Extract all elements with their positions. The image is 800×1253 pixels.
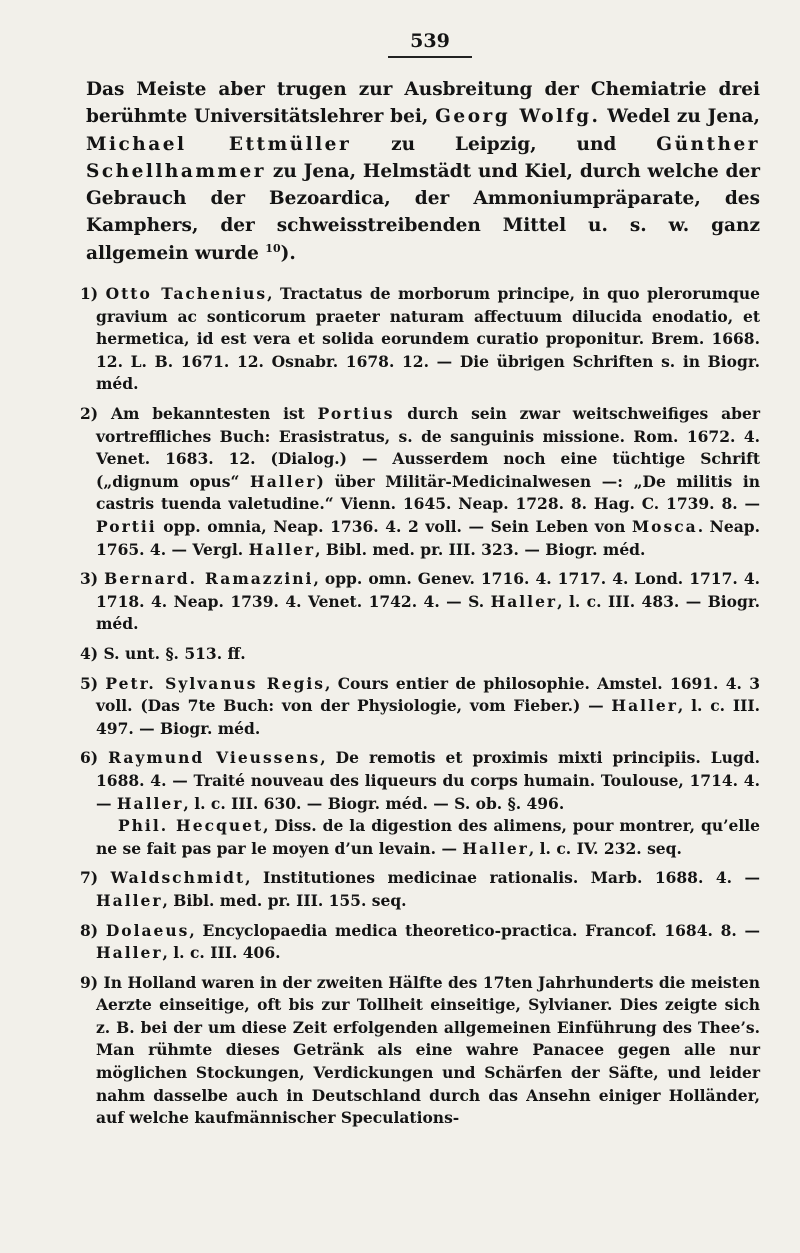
person-name: Michael Ettmüller xyxy=(86,133,352,155)
person-name: Portii xyxy=(96,517,157,537)
footnote-number: 9) xyxy=(80,972,99,992)
footnote-6 xyxy=(80,747,760,860)
text-run: In Holland waren in der zweiten Hälfte des 17ten Jahrhunderts die meisten Aerzte einseitige, oft bis zur Tollheit einseitige, Sylvianer. Dies zeigte sich z. B. bei der um diese Zeit erfolgenden allgemeinen Einführung des Thee’s. Man rühmte dieses Getränk als eine wahre Panacee gegen alle nur möglichen Stockungen, Verdickungen und Schärfen der Säfte, und leider nahm dasselbe auch in Deutschland durch das Ansehn einiger Holländer, auf welche kaufmännischer Speculations- xyxy=(96,972,760,1128)
person-name: Petr. Sylvanus Regis xyxy=(105,673,326,693)
footnote-8 xyxy=(80,920,760,965)
footnote-3 xyxy=(80,568,760,636)
footnote-number: 6) xyxy=(80,748,99,768)
text-run: Das Meiste aber trugen zur Ausbreitung der Chemiatrie drei berühmte Universitätslehrer bei, xyxy=(86,79,760,128)
footnote-1 xyxy=(80,283,760,396)
text-run: , l. c. III. 630. — Biogr. méd. — S. ob. §. 496. xyxy=(183,793,565,813)
person-name: Raymund Vieussens xyxy=(108,748,321,768)
text-run: ) über Militär-Medicinalwesen —: „De militis in castris tuenda valetudine.“ Vienn. 1645. Neap. 1728. 8. Hag. C. 1739. 8. — xyxy=(96,471,760,514)
footnote-ref: 10 xyxy=(265,241,281,255)
footnote-7 xyxy=(80,867,760,912)
person-name: Haller xyxy=(248,539,316,559)
text-run: , Bibl. med. pr. III. 323. — Biogr. méd. xyxy=(315,539,646,559)
header-rule xyxy=(388,56,472,58)
text-run: ). xyxy=(280,242,296,264)
footnote-number: 8) xyxy=(80,920,99,940)
text-run: Am bekanntesten ist xyxy=(110,404,318,424)
person-name: Waldschmidt xyxy=(110,868,246,888)
person-name: Haller xyxy=(116,793,184,813)
person-name: Portius xyxy=(317,404,395,424)
footnote-6-continuation xyxy=(96,815,760,860)
text-run: S. unt. §. 513. ff. xyxy=(103,643,246,663)
text-run: , Bibl. med. pr. III. 155. seq. xyxy=(162,890,407,910)
person-name: Haller xyxy=(250,471,317,491)
footnote-number: 1) xyxy=(80,284,99,304)
footnote-4 xyxy=(80,643,760,666)
main-text xyxy=(86,76,760,267)
person-name: Haller xyxy=(96,890,163,910)
person-name: Haller xyxy=(462,838,529,858)
person-name: Dolaeus xyxy=(105,920,190,940)
text-run: Wedel zu Jena, xyxy=(600,106,760,128)
footnote-number: 5) xyxy=(80,673,99,693)
person-name: Haller xyxy=(490,591,558,611)
text-run: , opp. omn. Genev. 1716. 4. 1717. 4. Lond. 1717. 4. 1718. 4. Neap. 1739. 4. Venet. 1742. 4. — S. xyxy=(96,569,760,611)
text-run: opp. omnia, Neap. 1736. 4. 2 voll. — Sein Leben von xyxy=(156,517,632,537)
text-run: zu Jena, Helmstädt und Kiel, durch welche der Gebrauch der Bezoardica, der Ammoniumpräparate, des Kamphers, der schweisstreibenden Mittel u. s. w. ganz allgemein wurde xyxy=(86,160,760,264)
text-run: , l. c. III. 406. xyxy=(162,943,281,963)
footnote-number: 7) xyxy=(80,868,99,888)
footnote-number: 4) xyxy=(80,643,99,663)
text-run: , Institutiones medicinae rationalis. Marb. 1688. 4. — xyxy=(245,868,760,888)
person-name: Haller xyxy=(96,943,163,963)
footnote-number: 2) xyxy=(80,404,99,424)
footnote-9 xyxy=(80,972,760,1130)
text-run: durch sein zwar weitschweifiges aber vortreffliches Buch: Erasistratus, s. de sanguinis missione. Rom. 1672. 4. Venet. 1683. 12. (Dialog.) — Ausserdem noch eine tüchtige Schrift („dignum opus“ xyxy=(96,404,761,491)
text-run: , Cours entier de philosophie. Amstel. 1691. 4. 3 voll. (Das 7te Buch: von der Physiologie, vom Fieber.) — xyxy=(96,673,760,716)
text-run: , De remotis et proximis mixti principiis. Lugd. 1688. 4. — Traité nouveau des liqueurs du corps humain. Toulouse, 1714. 4. — xyxy=(96,748,760,813)
text-run: , Tractatus de morborum principe, in quo plerorumque gravium ac sonticorum praeter naturam affectuum dilucida enodatio, et hermetica, id est vera et solida eorundem curatio proponitur. Brem. 1668. 12. L. B. 1671. 12. Osnabr. 1678. 12. — Die übrigen Schriften s. in Biogr. méd. xyxy=(96,284,760,394)
text-run: zu Leipzig, und xyxy=(351,133,657,155)
person-name: Phil. Hecquet xyxy=(118,816,264,836)
text-run: , Encyclopaedia medica theoretico-practica. Francof. 1684. 8. — xyxy=(189,920,760,940)
person-name: Otto Tachenius xyxy=(105,284,268,304)
footnote-5 xyxy=(80,673,760,741)
main-paragraph xyxy=(86,76,760,267)
text-run: . Neap. 1765. 4. — Vergl. xyxy=(96,517,760,559)
footnote-number: 3) xyxy=(80,569,99,589)
text-run: , l. c. IV. 232. seq. xyxy=(528,838,682,858)
text-run: , l. c. III. 497. — Biogr. méd. xyxy=(96,696,760,738)
person-name: Haller xyxy=(611,696,678,716)
person-name: Bernard. Ramazzini xyxy=(104,569,314,589)
person-name: Georg Wolfg. xyxy=(435,106,601,128)
text-run: , l. c. III. 483. — Biogr. méd. xyxy=(96,591,760,634)
person-name: Günther Schellhammer xyxy=(86,133,760,182)
text-run: , Diss. de la digestion des alimens, pour montrer, qu’elle ne se fait pas par le moyen d’un levain. — xyxy=(96,816,760,858)
person-name: Mosca xyxy=(631,517,698,537)
page-number: 539 xyxy=(410,30,450,52)
footnote-2 xyxy=(80,403,760,561)
